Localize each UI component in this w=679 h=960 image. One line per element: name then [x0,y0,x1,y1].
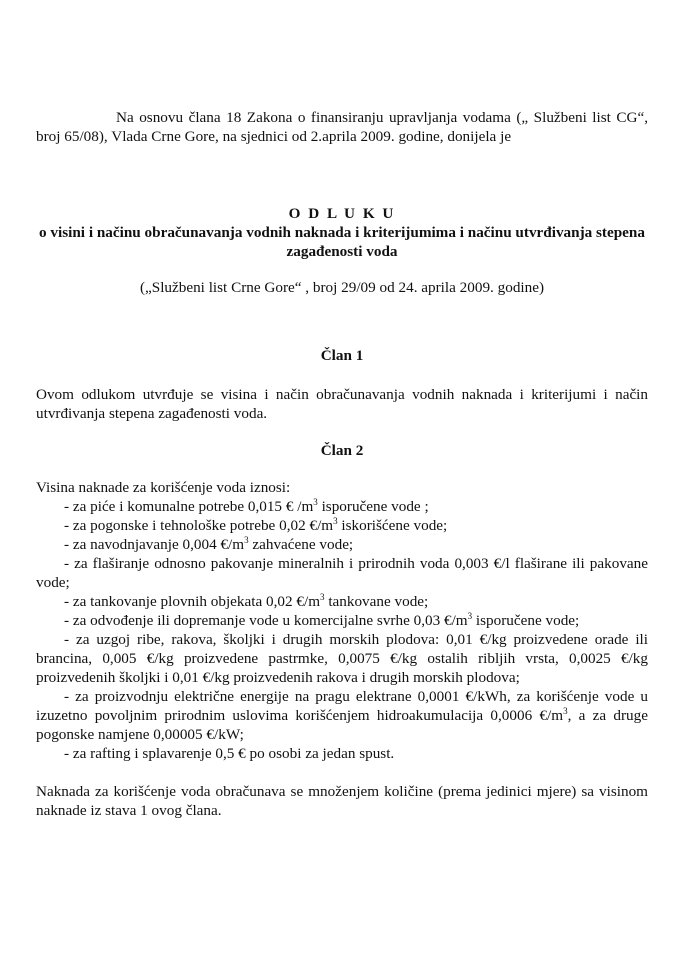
list-item: - za rafting i splavarenje 0,5 € po osobi za jedan spust. [64,745,395,762]
article-1-heading: Član 1 [320,347,364,364]
list-item: - za odvođenje ili dopremanje vode u komercijalne svrhe 0,03 $€/m^3$ isporučene vode; [64,611,580,629]
gazette-reference: („Službeni list Crne Gore“ , broj 29/09 od 24. aprila 2009. godine) [139,279,545,296]
article-1-text: Ovom odlukom utvrđuje se visina i način obračunavanja vodnih naknada i kriterijumi i način utvrđivanja stepena zagađenosti voda. [36,386,648,422]
list-item: - za navodnjavanje 0,004 $€/m^3$ zahvaćene vode; [64,535,354,553]
list-item: - za pogonske i tehnološke potrebe 0,02 $€/m^3$ iskorišćene vode; [64,516,448,534]
list-item: - za uzgoj ribe, rakova, školjki i drugih morskih plodova: 0,01 €/kg proizvedene orade ili brancina, 0,005 €/kg proizvedene pastrmke, 0,0075 €/kg ostalih ribljih vrsta, 0,0025 €/kg proizvedenih školjki i 0,01 €/kg proizvedenih rakova i drugih morskih plodova; [36,631,648,686]
list-item: - za proizvodnju električne energije na pragu elektrane 0,0001 €/kWh, za korišćenje vode u izuzetno povoljnim prirodnim uslovima korišćenjem hidroakumulacija 0,0006 $€/m^3$, a za druge pogonske namjene 0,00005 €/kW; [36,688,648,743]
list-item: - za piće i komunalne potrebe 0,015 € $/m^3$ isporučene vode ; [64,497,429,515]
article-2-closing: Naknada za korišćenje voda obračunava se množenjem količine (prema jedinici mjere) sa visinom naknade iz stava 1 ovog člana. [36,783,648,819]
decision-title: O D L U K U [288,205,396,222]
decision-subtitle: o visini i načinu obračunavanja vodnih naknada i kriterijumima i načinu utvrđivanja stepena zagađenosti voda [39,224,645,260]
article-2-intro: Visina naknade za korišćenje voda iznosi: [36,479,291,496]
document-page [36,108,648,820]
fee-list [36,497,648,763]
list-item: - za flaširanje odnosno pakovanje mineralnih i prirodnih voda 0,003 €/l flaširane ili pakovane vode; [36,555,648,591]
preamble: Na osnovu člana 18 Zakona o finansiranju upravljanja vodama („ Službeni list CG“, broj 65/08), Vlada Crne Gore, na sjednici od 2.aprila 2009. godine, donijela je [36,109,648,145]
list-item: - za tankovanje plovnih objekata 0,02 $€/m^3$ tankovane vode; [64,592,429,610]
article-2-heading: Član 2 [320,442,364,459]
